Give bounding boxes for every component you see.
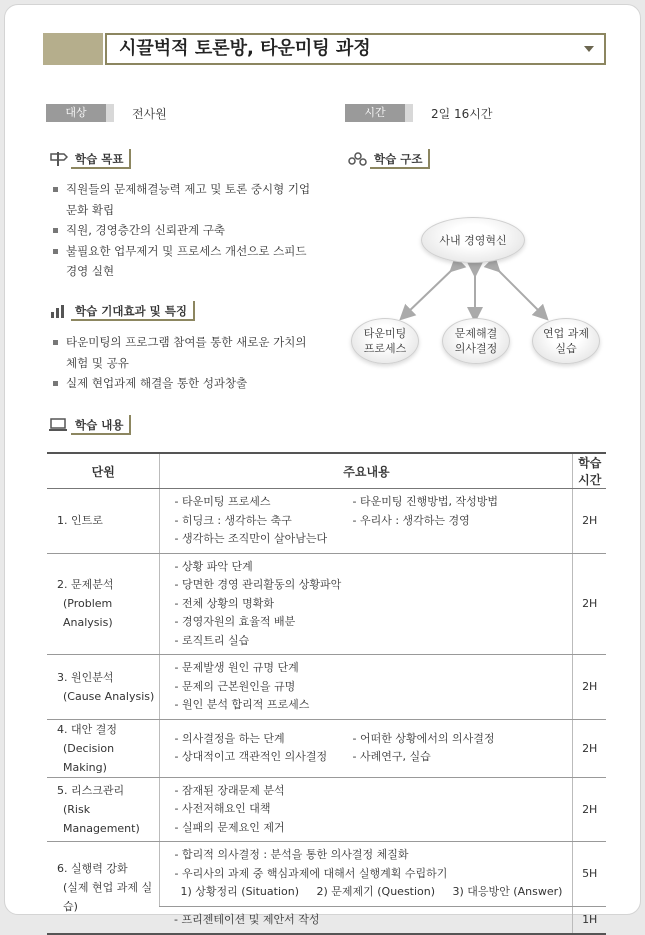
content-cell: - 타운미팅 프로세스 - 타운미팅 진행방법, 작성방법 - 히딩크 : 생각하는 축구 - 우리사 : 생각하는 경영 - 생각하는 조직만이 살아남는다	[160, 489, 573, 554]
goal-item-cont: 문화 확립	[66, 202, 115, 217]
arrow-left	[405, 267, 455, 315]
goal-item: 불필요한 업무제거 및 프로세스 개선으로 스피드	[52, 241, 332, 262]
time-cell: 2H	[573, 489, 606, 554]
unit-cell: 2. 문제분석 (Problem Analysis)	[47, 553, 160, 655]
page-title: 시끌벅적 토론방, 타운미팅 과정	[119, 38, 371, 59]
time-cell: 2H	[573, 655, 606, 720]
node-townmeeting: 타운미팅 프로세스	[351, 318, 419, 364]
title-box[interactable]	[105, 33, 606, 65]
col-time: 학습시간	[573, 453, 606, 489]
time-value: 2일 16시간	[431, 106, 493, 121]
col-content: 주요내용	[160, 453, 573, 489]
table-row	[47, 553, 606, 655]
time-cell: 1H	[573, 906, 606, 934]
content-cell: - 문제발생 원인 규명 단계 - 문제의 근본원인을 규명 - 원인 분석 합리적 프로세스	[160, 655, 573, 720]
signpost-icon	[45, 149, 71, 169]
effect-item: 실제 현업과제 해결을 통한 성과창출	[52, 373, 332, 394]
time-cell: 2H	[573, 553, 606, 655]
content-cell: - 합리적 의사결정 : 분석을 통한 의사결정 체질화 - 우리사의 과제 중 핵심과제에 대해서 실행계획 수립하기 1) 상황정리 (Situation) 2) 문제제기 (Question) 3) 대응방안 (Answer)	[160, 842, 573, 907]
bar-chart-icon	[45, 301, 71, 321]
center-node: 사내 경영혁신	[421, 217, 525, 263]
dropdown-arrow-icon[interactable]	[584, 46, 594, 52]
content-heading-label: 학습 내용	[71, 415, 131, 435]
course-table	[47, 452, 606, 935]
content-heading	[45, 414, 131, 436]
node-practice: 연업 과제 실습	[532, 318, 600, 364]
table-header-row	[47, 453, 606, 489]
laptop-icon	[45, 415, 71, 435]
goal-item: 직원, 경영층간의 신뢰관계 구축	[52, 220, 332, 241]
target-tag: 대상	[46, 104, 114, 122]
table-row	[47, 777, 606, 842]
goal-item-cont: 경영 실현	[66, 264, 115, 278]
time-cell: 5H	[573, 842, 606, 907]
effect-item: 타운미팅의 프로그램 참여를 통한 새로운 가치의	[52, 332, 332, 353]
title-accent-block	[43, 33, 103, 65]
time-info	[345, 104, 493, 122]
page-frame	[4, 4, 641, 927]
content-cell: - 의사결정을 하는 단계 - 어떠한 상황에서의 의사결정 - 상대적이고 객관적인 의사결정 - 사례연구, 실습	[160, 719, 573, 777]
unit-cell: 3. 원인분석 (Cause Analysis)	[47, 655, 160, 720]
effects-list	[52, 332, 332, 394]
table-row	[47, 489, 606, 554]
time-cell: 2H	[573, 719, 606, 777]
effects-heading	[45, 300, 195, 322]
goals-heading-label: 학습 목표	[71, 149, 131, 169]
arrow-right	[495, 267, 543, 315]
unit-cell: 6. 실행력 강화 (실제 현업 과제 실습)	[47, 842, 160, 935]
table-row	[47, 842, 606, 907]
target-info	[46, 104, 167, 122]
effect-item-cont: 체험 및 공유	[66, 355, 129, 370]
unit-cell: 4. 대안 결정 (Decision Making)	[47, 719, 160, 777]
unit-cell: 5. 리스크관리 (Risk Management)	[47, 777, 160, 842]
content-cell: - 프리젠테이션 및 제안서 작성	[160, 906, 573, 934]
table-row	[47, 655, 606, 720]
nodes-icon	[344, 149, 370, 169]
time-cell: 2H	[573, 777, 606, 842]
node-problem-solving: 문제해결 의사결정	[442, 318, 510, 364]
unit-cell: 1. 인트로	[47, 489, 160, 554]
goals-list	[52, 179, 332, 282]
goals-heading	[45, 148, 131, 170]
target-value: 전사원	[132, 106, 167, 121]
structure-heading	[344, 148, 430, 170]
col-unit: 단원	[47, 453, 160, 489]
effects-heading-label: 학습 기대효과 및 특징	[71, 301, 195, 321]
structure-heading-label: 학습 구조	[370, 149, 430, 169]
table-row	[47, 719, 606, 777]
content-cell: - 잠재된 장래문제 분석 - 사전저해요인 대책 - 실패의 문제요인 제거	[160, 777, 573, 842]
title-bar	[43, 33, 606, 65]
time-tag: 시간	[345, 104, 413, 122]
goal-item: 직원들의 문제해결능력 제고 및 토론 중시형 기업	[52, 179, 332, 200]
content-cell: - 상황 파악 단계 - 당면한 경영 관리활동의 상황파악 - 전체 상황의 명확화 - 경영자원의 효율적 배분 - 로직트리 실습	[160, 553, 573, 655]
